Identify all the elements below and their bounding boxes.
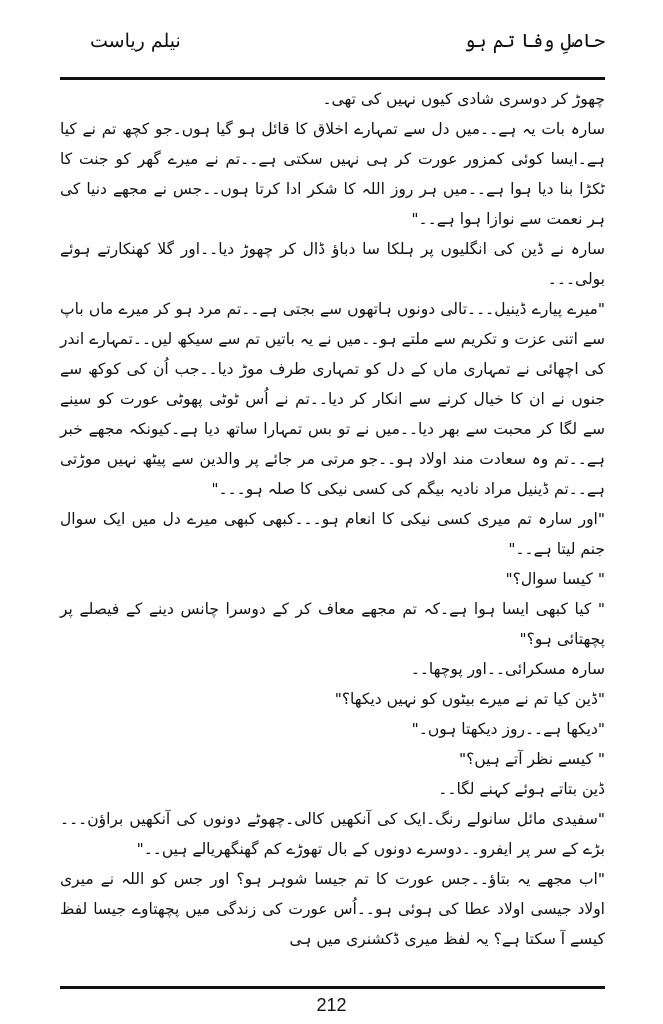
running-header bbox=[60, 30, 605, 70]
book-title: حاصلِ وفا تم ہو bbox=[464, 30, 605, 52]
paragraph: سارہ بات یہ ہے۔۔میں دل سے تمہارے اخلاق کا قائل ہو گیا ہوں۔جو کچھ تم نے کیا ہے۔ایسا کوئی کمزور عورت کر ہی نہیں سکتی ہے۔۔تم نے میرے گھر کو جنت کا ٹکڑا بنا دیا ہوا ہے۔۔میں ہر روز اللہ کا شکر ادا کرتا ہوں۔۔جس نے مجھے دنیا کی ہر نعمت سے نوازا ہوا ہے۔۔" bbox=[60, 120, 605, 228]
paragraph: ڈین بتاتے ہوئے کہنے لگا۔۔ bbox=[438, 780, 605, 798]
page-body bbox=[60, 84, 605, 954]
header-divider bbox=[60, 77, 605, 80]
paragraph: " کیا کبھی ایسا ہوا ہے۔کہ تم مجھے معاف کر کے دوسرا چانس دینے کے فیصلے پر پچھتائی ہو؟" bbox=[60, 600, 605, 648]
paragraph: " کیسے نظر آتے ہیں؟" bbox=[458, 750, 605, 768]
paragraph: سارہ نے ڈین کی انگلیوں پر ہلکا سا دباؤ ڈال کر چھوڑ دیا۔۔اور گلا کھنکارتے ہوئے بولی۔۔۔ bbox=[60, 240, 605, 288]
paragraph: چھوڑ کر دوسری شادی کیوں نہیں کی تھی۔ bbox=[322, 90, 605, 108]
paragraph: سارہ مسکرائی۔۔اور پوچھا۔۔ bbox=[410, 660, 605, 678]
author-name: نیلم ریاست bbox=[90, 30, 181, 52]
footer-divider bbox=[60, 986, 605, 989]
paragraph: "اور سارہ تم میری کسی نیکی کا انعام ہو۔۔۔کبھی کبھی میرے دل میں ایک سوال جنم لیتا ہے۔۔" bbox=[60, 510, 605, 558]
page-number: 212 bbox=[316, 995, 347, 1015]
paragraph: "دیکھا ہے۔۔روز دیکھتا ہوں۔" bbox=[411, 720, 605, 738]
paragraph: " کیسا سوال؟" bbox=[505, 570, 605, 588]
paragraph: "میرے پیارے ڈینیل۔۔۔تالی دونوں ہاتھوں سے بجتی ہے۔۔تم مرد ہو کر میرے ماں باپ سے اتنی عزت و تکریم سے ملتے ہو۔۔میں نے یہ باتیں تم سے سیکھ لیں۔۔تمہارے اندر کی اچھائی نے تمہاری ماں کے دل کو تمہاری طرف موڑ دیا۔۔جب اُن کی کوکھ سے جنوں نے ان کا خیال کرنے سے انکار کر دیا۔۔تم نے اُس ٹوٹی پھوٹی عورت کو سینے سے لگا کر محبت سے بھر دیا۔۔میں نے تو بس تمہارا ساتھ دیا ہے۔کیونکہ مجھے خبر ہے۔۔تم وہ سعادت مند اولاد ہو۔۔جو مرتی مر جائے پر والدین سے پیٹھ نہیں موڑتی ہے۔۔تم ڈینیل مراد نادیہ بیگم کی کسی نیکی کا صلہ ہو۔۔۔" bbox=[60, 300, 605, 498]
paragraph: "اب مجھے یہ بتاؤ۔۔جس عورت کا تم جیسا شوہر ہو؟ اور جس کو اللہ نے میری اولاد جیسی اولاد عطا کی ہوئی ہو۔۔اُس عورت کی زندگی میں پچھتاوے جیسا لفظ کیسے آ سکتا ہے؟ یہ لفظ میری ڈکشنری میں ہی bbox=[60, 870, 605, 948]
paragraph: "ڈین کیا تم نے میرے بیٹوں کو نہیں دیکھا؟" bbox=[334, 690, 605, 708]
paragraph: "سفیدی مائل سانولے رنگ۔ایک کی آنکھیں کالی۔چھوٹے دونوں کی آنکھیں براؤن۔۔۔بڑے کے سر پر ایفرو۔۔دوسرے دونوں کے بال تھوڑے کم گھنگھریالے ہیں۔۔" bbox=[60, 810, 605, 858]
